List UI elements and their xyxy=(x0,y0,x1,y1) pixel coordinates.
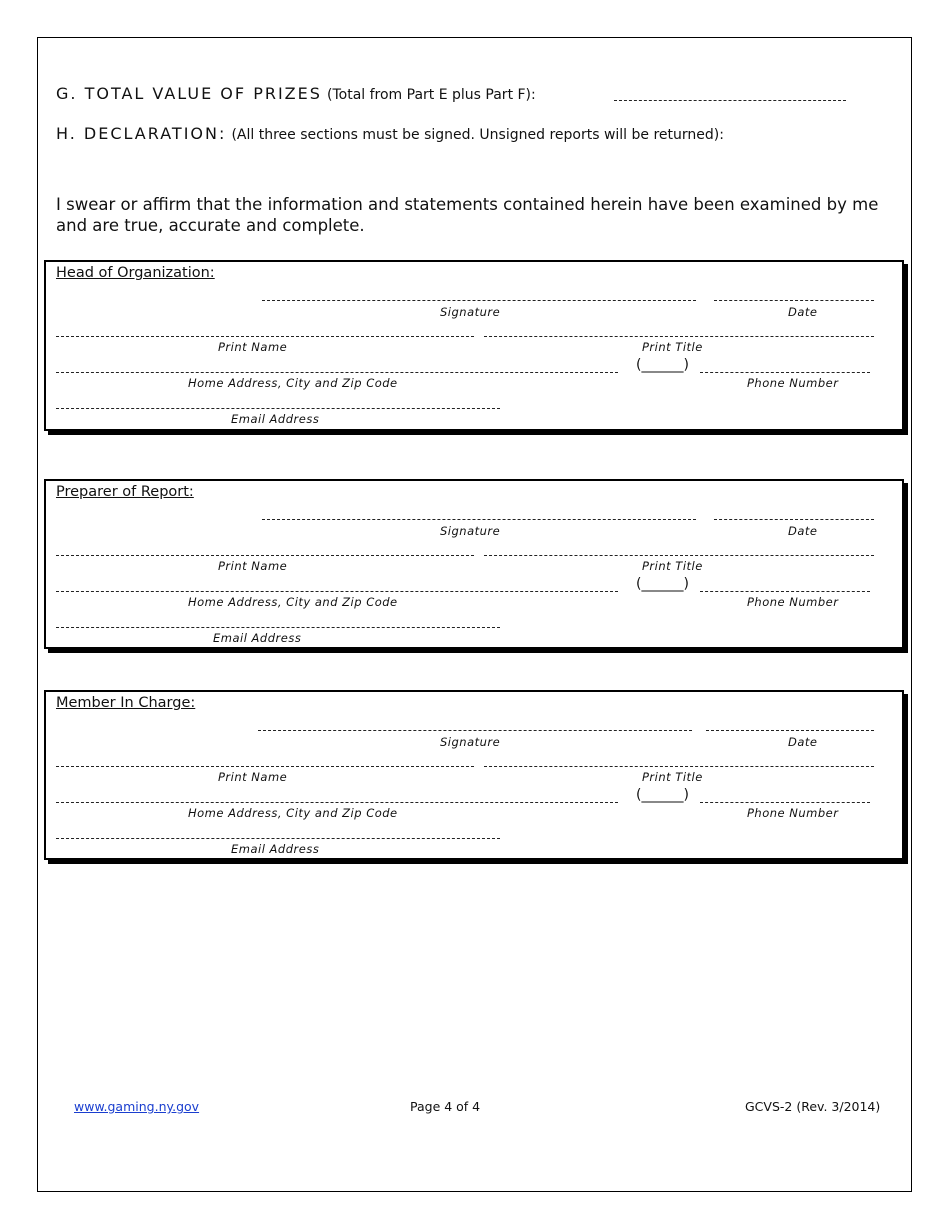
signature-caption: Signature xyxy=(440,305,501,319)
signature-field[interactable] xyxy=(258,730,692,731)
signature-field[interactable] xyxy=(262,300,696,301)
box-title: Head of Organization: xyxy=(56,265,215,281)
phone-field[interactable] xyxy=(700,802,870,803)
box-title: Member In Charge: xyxy=(56,695,196,711)
email-field[interactable] xyxy=(56,408,500,409)
email-caption: Email Address xyxy=(231,412,320,426)
address-caption: Home Address, City and Zip Code xyxy=(188,595,398,609)
print-name-caption: Print Name xyxy=(218,559,288,573)
print-name-caption: Print Name xyxy=(218,340,288,354)
email-field[interactable] xyxy=(56,627,500,628)
print-title-field[interactable] xyxy=(484,336,874,337)
area-code-field[interactable]: (______) xyxy=(636,357,689,373)
print-title-caption: Print Title xyxy=(642,559,703,573)
section-g-heading xyxy=(56,84,536,103)
preparer-of-report-box xyxy=(44,479,904,649)
address-field[interactable] xyxy=(56,802,618,803)
date-caption: Date xyxy=(788,735,818,749)
phone-caption: Phone Number xyxy=(747,806,839,820)
section-g-title: G. TOTAL VALUE OF PRIZES xyxy=(56,84,322,103)
print-name-caption: Print Name xyxy=(218,770,288,784)
email-field[interactable] xyxy=(56,838,500,839)
signature-field[interactable] xyxy=(262,519,696,520)
box-title: Preparer of Report: xyxy=(56,484,194,500)
date-field[interactable] xyxy=(714,519,874,520)
address-field[interactable] xyxy=(56,591,618,592)
head-of-organization-box xyxy=(44,260,904,431)
footer-form-id: GCVS-2 (Rev. 3/2014) xyxy=(745,1099,881,1114)
website-link[interactable]: www.gaming.ny.gov xyxy=(74,1099,200,1114)
print-title-field[interactable] xyxy=(484,766,874,767)
print-title-caption: Print Title xyxy=(642,770,703,784)
address-field[interactable] xyxy=(56,372,618,373)
section-h-heading xyxy=(56,124,724,143)
phone-caption: Phone Number xyxy=(747,376,839,390)
area-code-field[interactable]: (______) xyxy=(636,787,689,803)
signature-caption: Signature xyxy=(440,524,501,538)
print-name-field[interactable] xyxy=(56,555,474,556)
phone-field[interactable] xyxy=(700,591,870,592)
area-code-field[interactable]: (______) xyxy=(636,576,689,592)
address-caption: Home Address, City and Zip Code xyxy=(188,376,398,390)
print-title-field[interactable] xyxy=(484,555,874,556)
date-field[interactable] xyxy=(714,300,874,301)
footer-page-number: Page 4 of 4 xyxy=(410,1099,481,1114)
phone-field[interactable] xyxy=(700,372,870,373)
date-field[interactable] xyxy=(706,730,874,731)
section-h-title: H. DECLARATION: xyxy=(56,124,227,143)
address-caption: Home Address, City and Zip Code xyxy=(188,806,398,820)
total-prizes-field[interactable] xyxy=(614,100,846,101)
phone-caption: Phone Number xyxy=(747,595,839,609)
signature-caption: Signature xyxy=(440,735,501,749)
email-caption: Email Address xyxy=(231,842,320,856)
oath-statement: I swear or affirm that the information and statements contained herein have been examined by me and are true, accurate and complete. xyxy=(56,195,879,235)
member-in-charge-box xyxy=(44,690,904,860)
date-caption: Date xyxy=(788,524,818,538)
footer-website[interactable] xyxy=(74,1099,199,1114)
section-g-note: (Total from Part E plus Part F): xyxy=(327,87,536,103)
date-caption: Date xyxy=(788,305,818,319)
print-name-field[interactable] xyxy=(56,336,474,337)
print-title-caption: Print Title xyxy=(642,340,703,354)
email-caption: Email Address xyxy=(213,631,302,645)
print-name-field[interactable] xyxy=(56,766,474,767)
section-h-note: (All three sections must be signed. Unsigned reports will be returned): xyxy=(231,127,724,143)
